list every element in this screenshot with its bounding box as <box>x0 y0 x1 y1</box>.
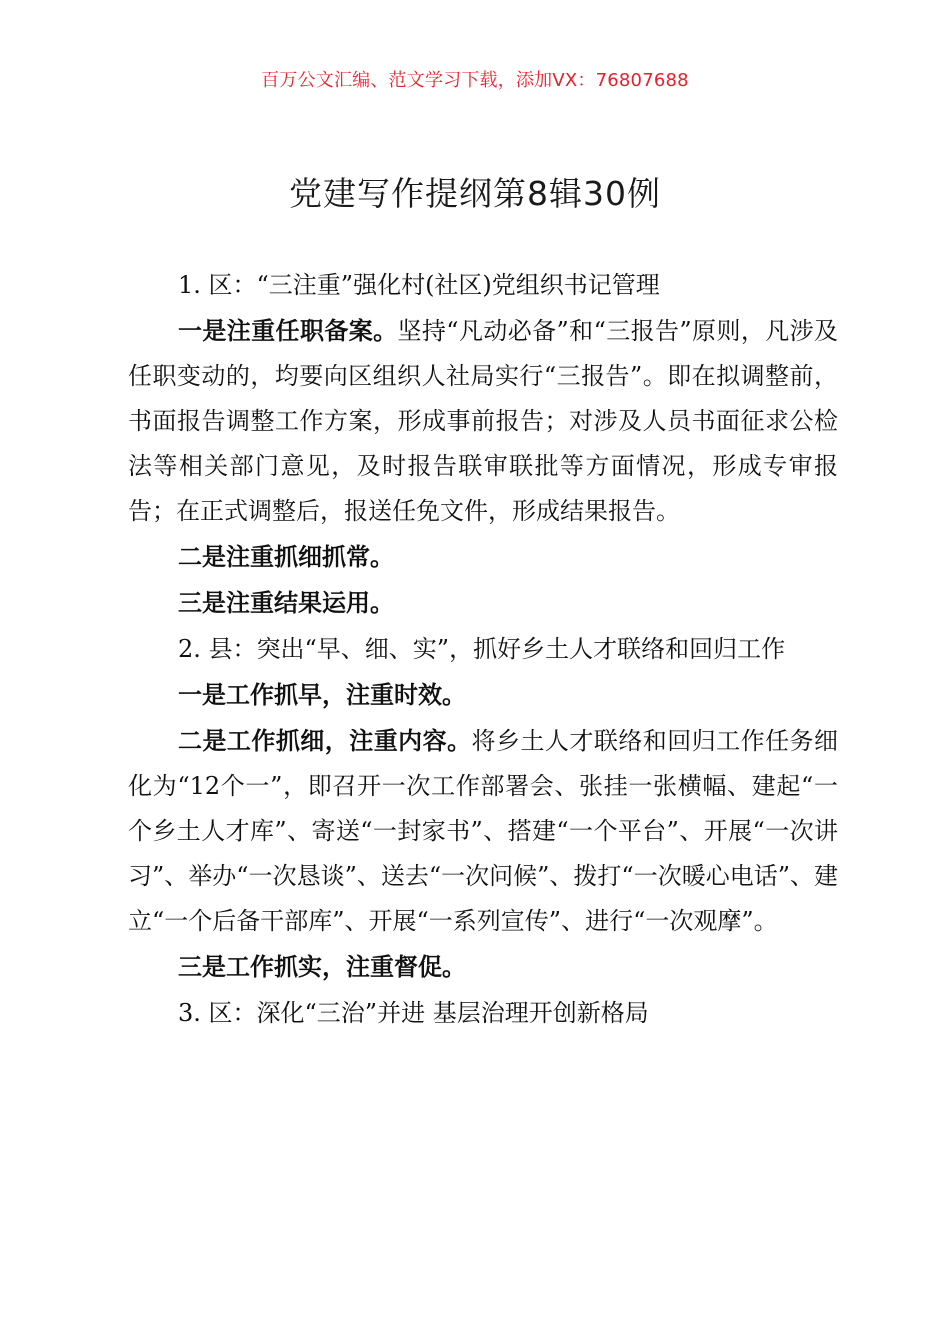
paragraph <box>128 580 838 626</box>
paragraph <box>128 308 838 534</box>
paragraph-text: 将乡土人才联络和回归工作任务细化为“12个一”，即召开一次工作部署会、张挂一张横幅、建起“一个乡土人才库”、寄送“一封家书”、搭建“一个平台”、开展“一次讲习”、举办“一次恳谈”、送去“一次问候”、拨打“一次暖心电话”、建立“一个后备干部库”、开展“一系列宣传”、进行“一次观摩”。 <box>128 727 839 935</box>
paragraph-lead: 三是注重结果运用。 <box>178 588 394 617</box>
paragraph <box>128 944 838 990</box>
paragraph <box>128 626 838 672</box>
paragraph <box>128 534 838 580</box>
paragraph-lead: 二是工作抓细，注重内容。 <box>178 726 472 755</box>
paragraph-text: 1. 区：“三注重”强化村(社区)党组织书记管理 <box>178 271 660 299</box>
paragraph <box>128 262 838 308</box>
paragraph <box>128 718 838 944</box>
paragraph-text: 坚持“凡动必备”和“三报告”原则，凡涉及任职变动的，均要向区组织人社局实行“三报告”。即在拟调整前，书面报告调整工作方案，形成事前报告；对涉及人员书面征求公检法等相关部门意见，及时报告联审联批等方面情况，形成专审报告；在正式调整后，报送任免文件，形成结果报告。 <box>128 317 839 525</box>
watermark-header: 百万公文汇编、范文学习下载，添加VX：76807688 <box>261 70 689 91</box>
document-title: 党建写作提纲第8辑30例 <box>289 174 661 213</box>
paragraph-lead: 三是工作抓实，注重督促。 <box>178 952 466 981</box>
paragraph <box>128 990 838 1036</box>
paragraph-lead: 一是工作抓早，注重时效。 <box>178 680 466 709</box>
paragraph-text: 2. 县：突出“早、细、实”，抓好乡土人才联络和回归工作 <box>178 635 786 663</box>
document-body <box>128 262 838 1036</box>
paragraph-lead: 一是注重任职备案。 <box>178 316 398 345</box>
paragraph-text: 3. 区：深化“三治”并进 基层治理开创新格局 <box>178 999 649 1027</box>
paragraph-lead: 二是注重抓细抓常。 <box>178 542 394 571</box>
paragraph <box>128 672 838 718</box>
